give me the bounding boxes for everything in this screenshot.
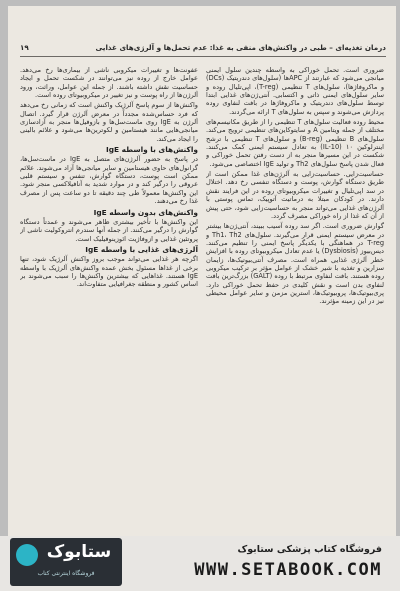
store-logo <box>10 538 122 586</box>
logo-mark-icon <box>16 544 38 566</box>
paragraph: اگرچه هر غذایی می‌تواند موجب بروز واکنش آلرژیک شود، تنها برخی از غذاها مسئول بخش عمده واکنش‌های آلرژیک با واسطه IgE هستند. غذاهایی که بیشترین واکنش‌ها را سبب می‌شوند بر اساس کشور و منطقه جغرافیایی متفاوت‌اند. <box>20 255 198 289</box>
paragraph: واکنش‌ها از سوم پاسخ آلرژیک واکنش است که زمانی رخ می‌دهد که فرد حساس‌شده مجدداً در معرض آلرژن قرار گیرد. اتصال آلرژن به IgE روی ماست‌سل‌ها و بازوفیل‌ها منجر به آزادسازی میانجی‌هایی مانند هیستامین و لکوترین‌ها می‌شود و علائم بالینی را ایجاد می‌کند. <box>20 101 198 143</box>
section-heading: واکنش‌های با واسطه IgE <box>105 145 198 155</box>
paragraph: این واکنش‌ها با تأخیر بیشتری ظاهر می‌شوند و عمدتاً دستگاه گوارش را درگیر می‌کنند. از جمله آنها سندرم انتروکولیت ناشی از پروتئین غذایی و ازوفاژیت ائوزینوفیلیک است. <box>20 217 198 243</box>
paragraph: گوارش ضروری است. اگر سد روده آسیب ببیند، آنتی‌ژن‌ها بیشتر در معرض سیستم ایمنی قرار می‌گیرند. سلول‌های Th1، Th2 و T-reg در هماهنگی با یکدیگر پاسخ ایمنی را تنظیم می‌کنند. دیس‌بیوز (Dysbiosis) یا عدم تعادل میکروبیوتای روده با افزایش خطر آلرژی غذایی همراه است. مصرف آنتی‌بیوتیک‌ها، زایمان سزارین و تغذیه با شیر خشک از عوامل مؤثر بر ترکیب میکروبی روده هستند. بافت لنفاوی مرتبط با روده (GALT) بزرگ‌ترین بافت لنفاوی بدن است و نقش کلیدی در حفظ تحمل خوراکی دارد. پری‌بیوتیک‌ها، پروبیوتیک‌ها، استرین مزمن و سایر عوامل محیطی نیز در این زمینه مؤثرند. <box>206 222 384 306</box>
website-link[interactable]: WWW.SETABOOK.COM <box>194 560 382 580</box>
paragraph: حساسیت‌زایی. حساسیت‌زایی به آلرژن‌های غذا ممکن است از طریق دستگاه گوارش، پوست و دستگاه تنفسی رخ دهد. اختلال در سد اپی‌تلیال و تغییرات میکروبیوتای روده در این فرایند نقش دارند. در کودکان مبتلا به درماتیت آتوپیک، تماس پوستی با آلرژن‌های غذایی می‌تواند منجر به حساسیت‌زایی شود، حتی پیش از آن که غذا از راه خوراکی مصرف گردد. <box>206 170 384 220</box>
paragraph: در پاسخ به حضور آلرژن‌های متصل به IgE در ماست‌سل‌ها، گرانول‌های حاوی هیستامین و سایر میانجی‌ها آزاد می‌شوند. علائم ممکن است پوست، دستگاه گوارش، تنفس و سیستم قلبی عروقی را درگیر کند و در موارد شدید به آنافیلاکسی منجر شود. این واکنش‌ها معمولاً طی چند دقیقه تا دو ساعت پس از مصرف غذا رخ می‌دهند. <box>20 155 198 206</box>
paragraph: ضروری است. تحمل خوراکی به واسطه چندین سلول ایمنی میانجی می‌شود که عبارتند از APCها (سلول‌های دندریتیک (DCs) و ماکروفاژها)، سلول‌های T تنظیمی (T-reg)، اپی‌تلیال روده و سایر سلول‌های ایمنی ذاتی و اکتسابی. آنتی‌ژن‌های غذایی ابتدا توسط سلول‌های دندریتیک و ماکروفاژها در بافت لنفاوی روده پردازش می‌شوند و سپس به سلول‌های T ارائه می‌گردند. <box>206 66 384 116</box>
book-page <box>8 6 396 536</box>
store-name: فروشگاه کتاب پزشکی ستابوک <box>237 544 382 555</box>
section-heading: واکنش‌های بدون واسطه IgE <box>93 207 198 217</box>
header-title: درمان تغذیه‌ای – طبی در واکنش‌های منفی به غذا: عدم تحمل‌ها و آلرژی‌های غذایی <box>95 43 386 52</box>
logo-wordmark: ستابوک <box>46 542 112 562</box>
paragraph: محیط روده فعالیت سلول‌های T تنظیمی را از طریق مکانیسم‌های مختلف از جمله ویتامین A و سایتوکاین‌های تنظیمی ترویج می‌کند. سلول‌های B تنظیمی (B-reg) و سلول‌های T تنظیمی با ترشح اینترلوکین ۱۰ (IL-10) به تعادل سیستم ایمنی کمک می‌کنند. شکست در این مسیرها منجر به از دست رفتن تحمل خوراکی و فعال شدن پاسخ سلول‌های Th2 و تولید IgE اختصاصی می‌شود. <box>206 118 384 168</box>
section-heading: آلرژی‌های غذایی با واسطه IgE <box>85 244 198 254</box>
paragraph: عفونت‌ها و تغییرات میکروبی ناشی از بیماری‌ها رخ می‌دهد. عوامل خارج از روده نیز می‌توانند در شکست تحمل و ایجاد حساسیت نقش داشته باشند. از جمله این عوامل، وراثت، ورود آلرژن‌ها از راه پوست و نیز تغییر در میکروبیوتای روده است. <box>20 66 198 100</box>
logo-subtitle: فروشگاه اینترنتی کتاب <box>37 570 95 577</box>
running-header <box>20 42 386 57</box>
left-column <box>20 66 198 536</box>
page-number: ۱۹ <box>20 43 29 52</box>
right-column <box>206 66 384 536</box>
watermark-footer <box>0 536 400 591</box>
